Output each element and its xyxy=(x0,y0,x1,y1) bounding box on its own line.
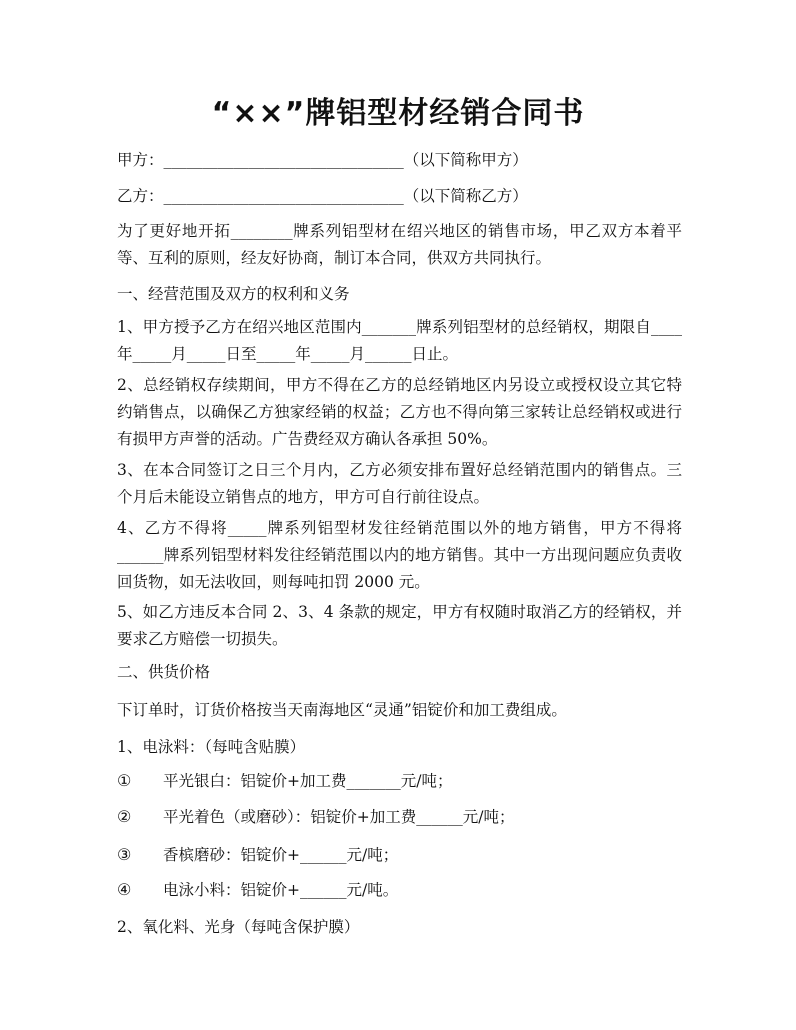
section1-heading: 一、经营范围及双方的权利和义务 xyxy=(117,285,350,303)
section2-heading: 二、供货价格 xyxy=(117,663,211,681)
document-title: “××”牌铝型材经销合同书 xyxy=(211,96,585,131)
pricing-intro: 下订单时，订货价格按当天南海地区“灵通”铝锭价和加工费组成。 xyxy=(117,701,567,719)
item-mark: ④ xyxy=(117,880,132,899)
party-b-line: 乙方：_______________________________（以下简称乙方） xyxy=(117,187,528,205)
party-a-line: 甲方：_______________________________（以下简称甲方） xyxy=(117,151,528,169)
item-text: 平光着色（或磨砂）：铝锭价+加工费______元/吨； xyxy=(163,808,515,826)
item-text: 香槟磨砂：铝锭价+______元/吨； xyxy=(163,846,399,864)
item-mark: ① xyxy=(117,771,132,790)
sub1-heading: 1、电泳料：（每吨含贴膜） xyxy=(117,738,306,756)
clause-1: 1、甲方授予乙方在绍兴地区范围内_______牌系列铝型材的总经销权，期限自____年_____月_____日至_____年_____月______日止。 xyxy=(117,318,682,363)
item-mark: ③ xyxy=(117,845,132,864)
item-mark: ② xyxy=(117,807,132,826)
sub2-heading: 2、氧化料、光身（每吨含保护膜） xyxy=(117,918,360,936)
clause-5: 5、如乙方违反本合同 2、3、4 条款的规定，甲方有权随时取消乙方的经销权，并要求乙方赔偿一切损失。 xyxy=(117,603,682,648)
clause-2: 2、总经销权存续期间，甲方不得在乙方的总经销地区内另设立或授权设立其它特约销售点，以确保乙方独家经销的权益；乙方也不得向第三家转让总经销权或进行有损甲方声誉的活动。广告费经双方确认各承担 50%。 xyxy=(117,376,682,448)
clause-3: 3、在本合同签订之日三个月内，乙方必须安排布置好总经销范围内的销售点。三个月后未能设立销售点的地方，甲方可自行前往设点。 xyxy=(117,461,682,506)
item-text: 平光银白：铝锭价+加工费_______元/吨； xyxy=(163,772,453,790)
clause-4: 4、乙方不得将_____牌系列铝型材发往经销范围以外的地方销售，甲方不得将______牌系列铝型材料发往经销范围以内的地方销售。其中一方出现问题应负责收回货物，如无法收回，则每吨扣罚 2000 元。 xyxy=(117,519,682,591)
intro-paragraph: 为了更好地开拓________牌系列铝型材在绍兴地区的销售市场，甲乙双方本着平等、互利的原则，经友好协商，制订本合同，供双方共同执行。 xyxy=(117,222,682,267)
item-text: 电泳小料：铝锭价+______元/吨。 xyxy=(163,881,399,899)
